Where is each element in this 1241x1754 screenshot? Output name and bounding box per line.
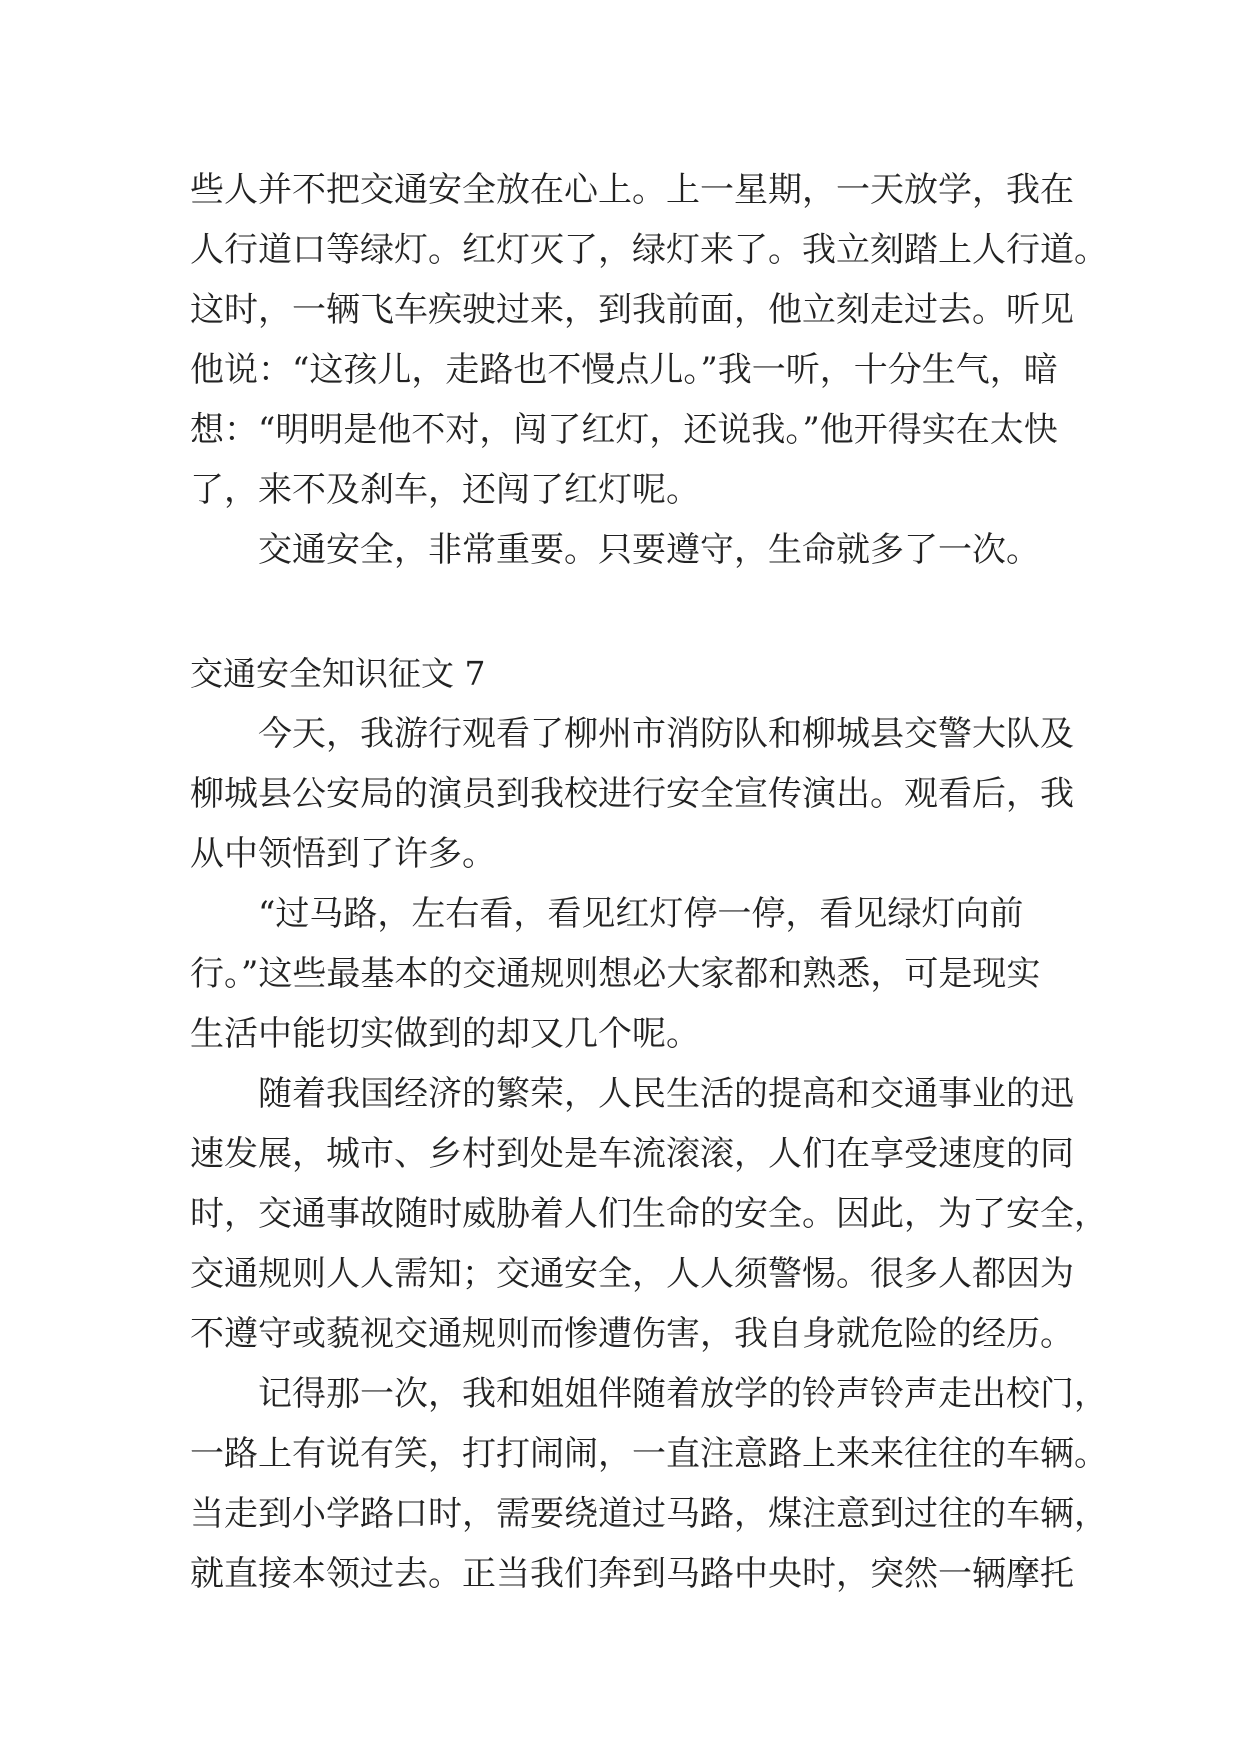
document-body bbox=[190, 160, 1108, 1604]
paragraph-continued bbox=[190, 160, 1108, 520]
text-line: 时，交通事故随时威胁着人们生命的安全。因此，为了安全， bbox=[190, 1194, 1108, 1234]
text-line: 就直接本领过去。正当我们奔到马路中央时，突然一辆摩托 bbox=[190, 1554, 1074, 1594]
paragraph-4 bbox=[190, 1364, 1108, 1604]
text-line: 生活中能切实做到的却又几个呢。 bbox=[190, 1014, 700, 1054]
text-line: 从中领悟到了许多。 bbox=[190, 834, 496, 874]
paragraph-conclusion bbox=[190, 520, 1050, 580]
text-line: 交通规则人人需知；交通安全，人人须警惕。很多人都因为 bbox=[190, 1254, 1074, 1294]
text-line: 想：“明明是他不对，闯了红灯，还说我。”他开得实在太快 bbox=[190, 410, 1058, 450]
text-line: 他说：“这孩儿，走路也不慢点儿。”我一听，十分生气，暗 bbox=[190, 350, 1058, 390]
text-line: 行。”这些最基本的交通规则想必大家都和熟悉，可是现实 bbox=[190, 954, 1041, 994]
text-line: 了，来不及刹车，还闯了红灯呢。 bbox=[190, 470, 700, 510]
section-title: 交通安全知识征文 7 bbox=[190, 654, 486, 693]
text-line: “过马路，左右看，看见红灯停一停，看见绿灯向前 bbox=[258, 894, 1024, 934]
paragraph-3 bbox=[190, 1064, 1108, 1364]
text-line: 记得那一次，我和姐姐伴随着放学的铃声铃声走出校门， bbox=[258, 1374, 1108, 1414]
text-line: 人行道口等绿灯。红灯灭了，绿灯来了。我立刻踏上人行道。 bbox=[190, 230, 1108, 270]
text-line: 今天，我游行观看了柳州市消防队和柳城县交警大队及 bbox=[258, 714, 1074, 754]
text-line: 速发展，城市、乡村到处是车流滚滚，人们在享受速度的同 bbox=[190, 1134, 1074, 1174]
text-line: 柳城县公安局的演员到我校进行安全宣传演出。观看后，我 bbox=[190, 774, 1074, 814]
text-line: 些人并不把交通安全放在心上。上一星期，一天放学，我在 bbox=[190, 170, 1074, 210]
paragraph-2 bbox=[190, 884, 1050, 1064]
text-line: 交通安全，非常重要。只要遵守，生命就多了一次。 bbox=[258, 530, 1040, 570]
text-line: 当走到小学路口时，需要绕道过马路，煤注意到过往的车辆， bbox=[190, 1494, 1108, 1534]
text-line: 一路上有说有笑，打打闹闹，一直注意路上来来往往的车辆。 bbox=[190, 1434, 1108, 1474]
paragraph-1 bbox=[190, 704, 1074, 884]
text-line: 不遵守或藐视交通规则而惨遭伤害，我自身就危险的经历。 bbox=[190, 1314, 1074, 1354]
text-line: 这时，一辆飞车疾驶过来，到我前面，他立刻走过去。听见 bbox=[190, 290, 1074, 330]
text-line: 随着我国经济的繁荣，人民生活的提高和交通事业的迅 bbox=[258, 1074, 1074, 1114]
section-spacer bbox=[190, 580, 1050, 644]
